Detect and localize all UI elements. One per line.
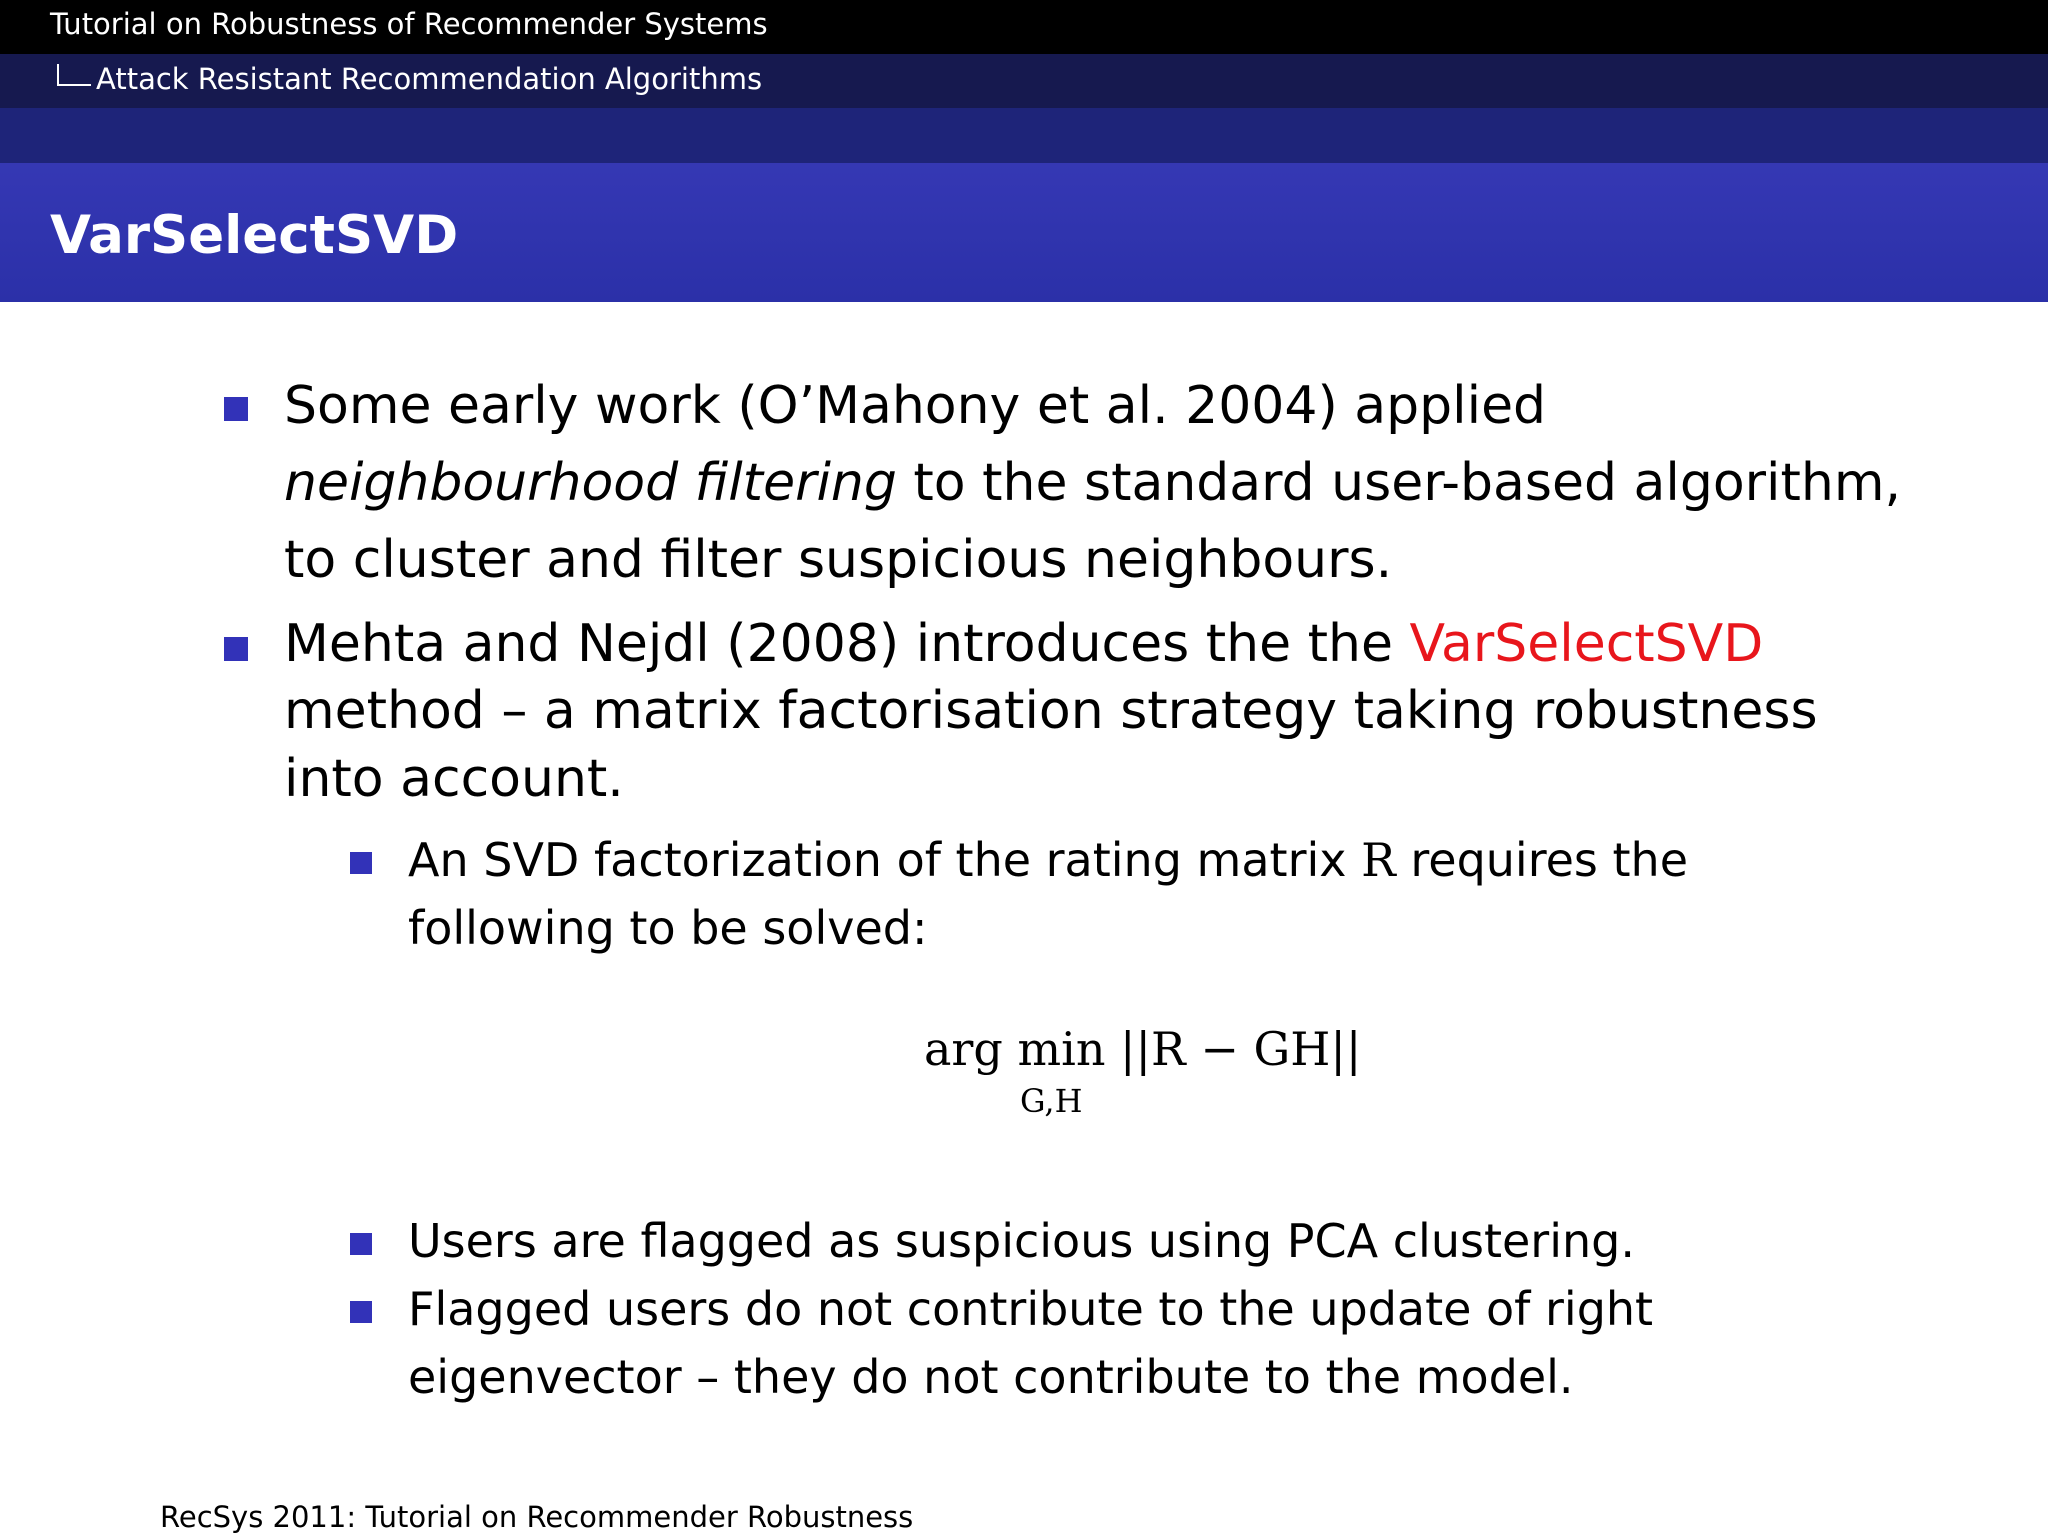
sub-bullet-3-line-1: Flagged users do not contribute to the update of right <box>408 1282 1654 1336</box>
bullet-1-line-2-rest: to the standard user-based algorithm, <box>896 453 1902 513</box>
bullet-2-line-1 <box>284 611 1763 678</box>
sub-bullet-3-line-2: eigenvector – they do not contribute to the model. <box>408 1350 1574 1404</box>
matrix-symbol: R <box>1361 833 1396 887</box>
sub-bullet-2-line-1: Users are flagged as suspicious using PCA clustering. <box>408 1214 1635 1268</box>
sub-bullet-1-line-1 <box>408 826 1688 894</box>
formula-main: arg min ||R − GH|| <box>924 1022 1362 1076</box>
sub-bullet-1-pre: An SVD factorization of the rating matrix <box>408 833 1362 887</box>
bullet-1-line-3: to cluster and filter suspicious neighbours. <box>284 530 1393 590</box>
header-band <box>0 108 2048 163</box>
header-section-bar <box>0 0 2048 54</box>
bullet-square-icon <box>224 397 248 421</box>
bullet-1-line-1: Some early work (O’Mahony et al. 2004) applied <box>284 376 1547 436</box>
bullet-2-line-1-pre: Mehta and Nejdl (2008) introduces the the <box>284 614 1410 674</box>
sub-bullet-square-icon <box>350 1233 372 1255</box>
emphasis-text: neighbourhood filtering <box>284 453 897 513</box>
header-subsection-title[interactable]: Attack Resistant Recommendation Algorithms <box>96 62 763 96</box>
sub-bullet-1-line-2: following to be solved: <box>408 901 928 955</box>
header-section-title[interactable]: Tutorial on Robustness of Recommender Systems <box>50 7 768 41</box>
bullet-2-line-3: into account. <box>284 749 624 809</box>
sub-bullet-square-icon <box>350 852 372 874</box>
slide-title-bar <box>0 163 2048 302</box>
header-subsection-bar <box>0 54 2048 108</box>
formula-subscript: G,H <box>1020 1082 1083 1120</box>
highlight-method-name: VarSelectSVD <box>1409 614 1764 674</box>
slide-title: VarSelectSVD <box>50 205 459 266</box>
bullet-square-icon <box>224 637 248 661</box>
tree-branch-icon <box>57 64 91 86</box>
sub-bullet-square-icon <box>350 1301 372 1323</box>
formula <box>924 1022 1362 1120</box>
footer-text: RecSys 2011: Tutorial on Recommender Robustness <box>160 1500 914 1534</box>
bullet-2-line-2: method – a matrix factorisation strategy taking robustness <box>284 681 1818 741</box>
sub-bullet-1-post: requires the <box>1395 833 1688 887</box>
bullet-1-line-2 <box>284 450 1901 517</box>
